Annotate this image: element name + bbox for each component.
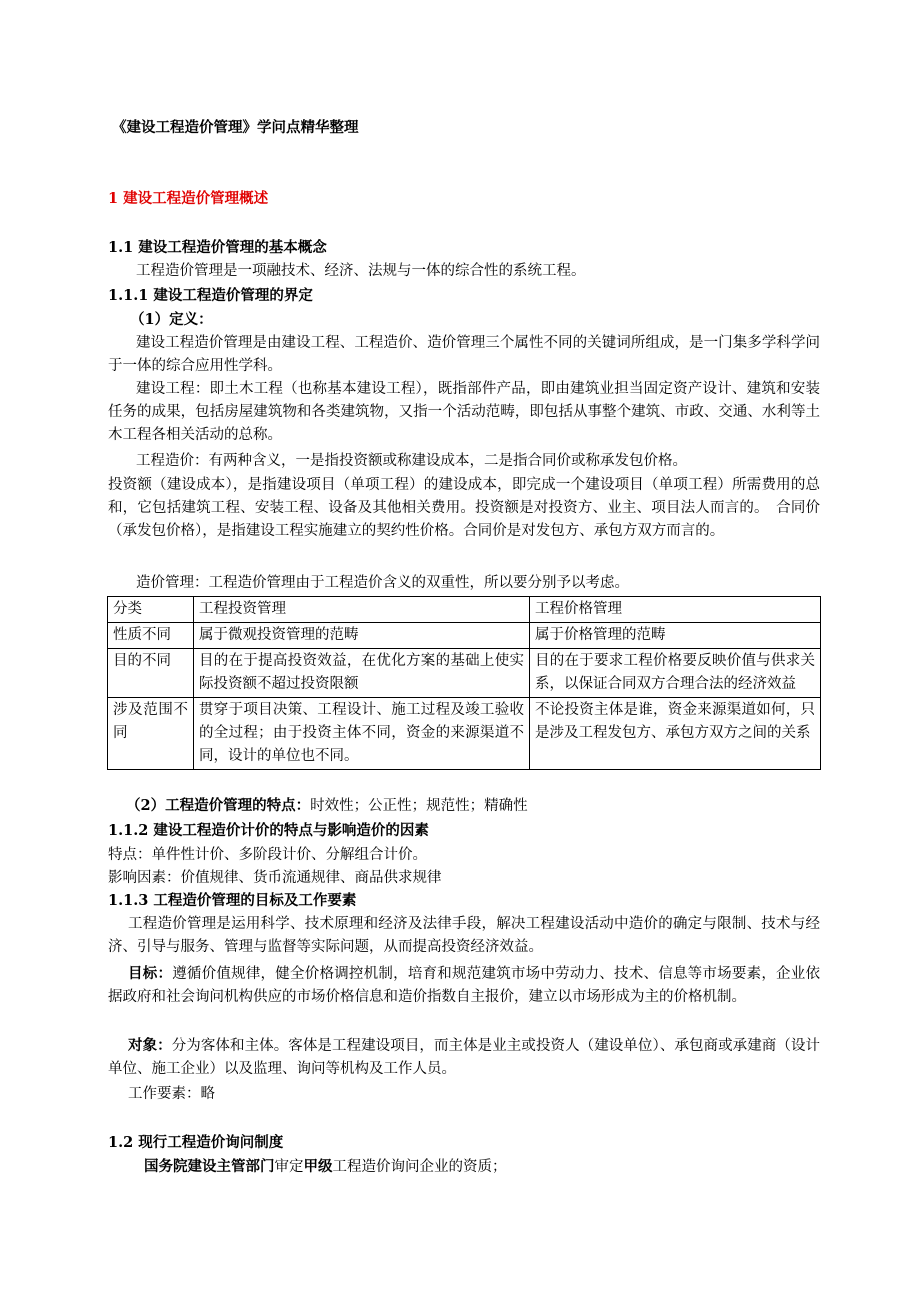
touzi-paragraph: 投资额（建设成本），是指建设项目（单项工程）的建设成本，即完成一个建设项目（单项工程）所需费用的总和，它包括建筑工程、安装工程、设备及其他相关费用。投资额是对投资方、业主、项目法人而言的。 合同价（承发包价格），是指建设工程实施建立的契约性价格。合同价是对发包方、承包方双方而言的。 xyxy=(108,477,820,539)
gongcheng-zaojia-paragraph: 工程造价：有两种含义，一是指投资额或称建设成本，二是指合同价或称承发包价格。 xyxy=(136,453,687,469)
section-1-heading: 1 建设工程造价管理概述 xyxy=(108,190,269,207)
authority-name: 国务院建设主管部门 xyxy=(144,1158,275,1175)
section-1-1-1-heading: 1.1.1 建设工程造价管理的界定 xyxy=(108,287,313,304)
object-paragraph xyxy=(108,1034,820,1081)
table-cell: 不论投资主体是谁，资金来源渠道如何，只是涉及工程发包方、承包方双方之间的关系 xyxy=(530,698,821,770)
definition-label: （1）定义： xyxy=(130,311,213,328)
table-cell: 涉及范围不同 xyxy=(108,698,194,770)
table-cell: 目的在于提高投资效益，在优化方案的基础上使实际投资额不超过投资限额 xyxy=(194,649,530,698)
features-line xyxy=(126,794,528,815)
table-row xyxy=(108,649,821,698)
section-1-2-line xyxy=(144,1155,507,1176)
section-1-1-3-heading: 1.1.3 工程造价管理的目标及工作要素 xyxy=(108,892,357,909)
influence-factors: 影响因素：价值规律、货币流通规律、商品供求规律 xyxy=(108,870,442,886)
table-cell: 贯穿于项目决策、工程设计、施工过程及竣工验收的全过程；由于投资主体不同，资金的来源渠道不同，设计的单位也不同。 xyxy=(194,698,530,770)
table-cell: 性质不同 xyxy=(108,623,194,649)
table-cell: 目的不同 xyxy=(108,649,194,698)
table-cell: 目的在于要求工程价格要反映价值与供求关系，以保证合同双方合理合法的经济效益 xyxy=(530,649,821,698)
features-text: 时效性；公正性；规范性；精确性 xyxy=(310,798,528,814)
section-1-1-intro: 工程造价管理是一项融技术、经济、法规与一体的综合性的系统工程。 xyxy=(136,263,586,279)
table-header-row xyxy=(108,597,821,623)
zaojia-guanli-paragraph: 造价管理：工程造价管理由于工程造价含义的双重性，所以要分别予以考虑。 xyxy=(136,575,629,591)
object-text: 分为客体和主体。客体是工程建设项目，而主体是业主或投资人（建设单位）、承包商或承建商（设计单位、施工企业）以及监理、询问等机构及工作人员。 xyxy=(108,1038,821,1077)
section-1-1-heading: 1.1 建设工程造价管理的基本概念 xyxy=(108,239,327,256)
definition-paragraph: 建设工程造价管理是由建设工程、工程造价、造价管理三个属性不同的关键词所组成，是一门集多学科学问于一体的综合应用性学科。 xyxy=(108,335,820,374)
line-mid-text: 审定 xyxy=(274,1159,304,1175)
object-label: 对象： xyxy=(128,1037,172,1054)
goal-label: 目标： xyxy=(128,965,173,982)
grade-a-label: 甲级 xyxy=(303,1158,333,1175)
pricing-features: 特点：单件性计价、多阶段计价、分解组合计价。 xyxy=(108,847,427,863)
comparison-table xyxy=(107,596,821,770)
table-header-cell: 工程投资管理 xyxy=(194,597,530,623)
goal-text: 遵循价值规律，健全价格调控机制，培育和规范建筑市场中劳动力、技术、信息等市场要素，企业依据政府和社会询问机构供应的市场价格信息和造价指数自主报价，建立以市场形成为主的价格机制。 xyxy=(108,966,820,1005)
section-1-1-3-intro: 工程造价管理是运用科学、技术原理和经济及法律手段，解决工程建设活动中造价的确定与限制、技术与经济、引导与服务、管理与监督等实际问题，从而提高投资经济效益。 xyxy=(108,916,820,955)
table-header-cell: 工程价格管理 xyxy=(530,597,821,623)
section-1-1-2-heading: 1.1.2 建设工程造价计价的特点与影响造价的因素 xyxy=(108,822,429,839)
document-title: 《建设工程造价管理》学问点精华整理 xyxy=(112,119,359,136)
work-elements: 工作要素：略 xyxy=(128,1086,215,1102)
table-row xyxy=(108,698,821,770)
goal-paragraph xyxy=(108,962,820,1009)
table-row xyxy=(108,623,821,649)
section-1-2-heading: 1.2 现行工程造价询问制度 xyxy=(108,1134,284,1151)
table-header-cell: 分类 xyxy=(108,597,194,623)
jianshe-gongcheng-paragraph: 建设工程：即土木工程（也称基本建设工程），既指部件产品，即由建筑业担当固定资产设计、建筑和安装任务的成果，包括房屋建筑物和各类建筑物，又指一个活动范畴，即包括从事整个建筑、市政、交通、水利等土木工程各相关活动的总称。 xyxy=(108,381,820,443)
table-cell: 属于微观投资管理的范畴 xyxy=(194,623,530,649)
line-tail-text: 工程造价询问企业的资质； xyxy=(332,1159,507,1175)
features-label: （2）工程造价管理的特点： xyxy=(126,797,311,814)
table-cell: 属于价格管理的范畴 xyxy=(530,623,821,649)
